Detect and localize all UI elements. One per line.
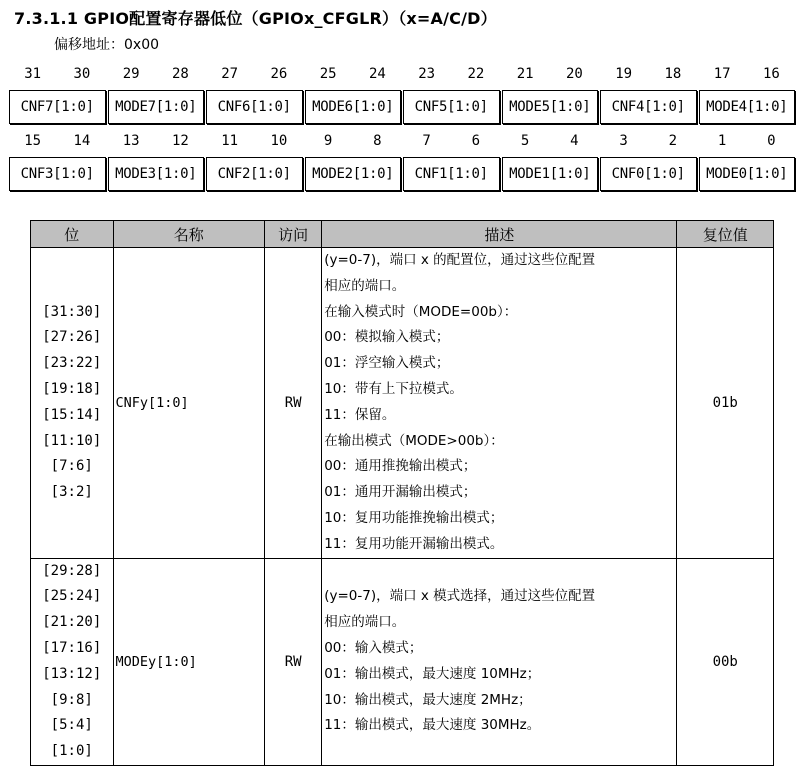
- bit-range: [7:6]: [50, 458, 93, 475]
- description-line: 10：带有上下拉模式。: [324, 380, 463, 397]
- bit-number: 22: [467, 66, 485, 82]
- bit-range: [11:10]: [42, 432, 102, 449]
- bit-number: 27: [221, 66, 239, 82]
- bit-range: [21:20]: [42, 614, 102, 631]
- register-field: CNF3[1:0]: [9, 157, 106, 191]
- description-line: (y=0-7)，端口 x 的配置位，通过这些位配置: [324, 252, 596, 268]
- bit-number: 7: [422, 133, 431, 149]
- register-field: CNF6[1:0]: [206, 90, 303, 124]
- bits-cell: [31, 558, 114, 765]
- bit-number: 2: [668, 133, 678, 149]
- description-line: 11：复用功能开漏输出模式。: [324, 535, 504, 552]
- offset-address: 偏移地址：0x00: [54, 37, 160, 53]
- register-field: MODE4[1:0]: [699, 90, 796, 124]
- bits-cell: [31, 248, 114, 559]
- description-line: 10：输出模式，最大速度 2MHz；: [324, 691, 532, 708]
- bit-number: 16: [762, 66, 780, 82]
- table-header-row: [31, 221, 774, 248]
- register-field: MODE5[1:0]: [502, 90, 599, 124]
- header-bits: 位: [31, 221, 114, 248]
- bit-number: 17: [713, 66, 731, 82]
- register-field: CNF0[1:0]: [600, 157, 697, 191]
- header-name: 名称: [113, 221, 265, 248]
- description-line: 01：通用开漏输出模式；: [324, 484, 477, 501]
- bit-number: 25: [319, 66, 337, 82]
- bit-number: 10: [270, 133, 288, 149]
- bit-number: 0: [767, 133, 776, 149]
- description-line: 00：输入模式；: [324, 639, 423, 656]
- low-bit-numbers: [8, 129, 796, 153]
- bit-number: 1: [717, 133, 727, 149]
- register-field: MODE2[1:0]: [305, 157, 402, 191]
- bit-number: 30: [73, 66, 91, 82]
- reset-value: 00b: [677, 558, 774, 765]
- description-line: 10：复用功能推挽输出模式；: [324, 509, 504, 526]
- bit-range: [23:22]: [42, 355, 102, 372]
- bit-range: [13:12]: [42, 665, 102, 682]
- description-line: 01：浮空输入模式；: [324, 355, 450, 372]
- register-field: MODE6[1:0]: [305, 90, 402, 124]
- bit-range: [17:16]: [42, 639, 102, 656]
- bit-number: 11: [221, 133, 239, 149]
- register-field: CNF4[1:0]: [600, 90, 697, 124]
- register-field: CNF7[1:0]: [9, 90, 106, 124]
- bit-number: 29: [122, 66, 140, 82]
- bit-number: 12: [171, 133, 189, 149]
- bit-number: 3: [619, 133, 628, 149]
- register-description-table: [30, 220, 774, 766]
- bit-range: [1:0]: [50, 743, 93, 760]
- field-name: MODEy[1:0]: [113, 558, 265, 765]
- description-cell: [322, 558, 677, 765]
- description-line: 相应的端口。: [324, 614, 406, 631]
- bit-number: 8: [373, 133, 382, 149]
- register-field: MODE1[1:0]: [502, 157, 599, 191]
- bit-number: 14: [73, 133, 91, 149]
- description-line: 00：模拟输入模式；: [324, 329, 450, 346]
- high-bit-numbers: [8, 62, 796, 86]
- field-name: CNFy[1:0]: [113, 248, 265, 559]
- bit-number: 24: [368, 66, 386, 82]
- register-field: MODE3[1:0]: [108, 157, 205, 191]
- bit-range: [31:30]: [42, 303, 102, 320]
- description-line: (y=0-7)，端口 x 模式选择，通过这些位配置: [324, 588, 596, 605]
- bit-range: [19:18]: [42, 380, 102, 397]
- bit-number: 9: [323, 133, 333, 149]
- bit-range: [5:4]: [50, 717, 93, 734]
- bit-number: 19: [615, 66, 633, 82]
- high-register-fields: [8, 90, 796, 124]
- bit-number: 13: [122, 133, 140, 149]
- bit-number: 6: [471, 133, 481, 149]
- description-line: 11：保留。: [324, 406, 396, 423]
- description-cell: [322, 248, 677, 559]
- header-description: 描述: [322, 221, 677, 248]
- access-type: RW: [265, 248, 322, 559]
- register-field: CNF2[1:0]: [206, 157, 303, 191]
- bit-range: [29:28]: [42, 562, 102, 579]
- register-field: MODE7[1:0]: [108, 90, 205, 124]
- description-line: 在输出模式（MODE>00b）：: [324, 432, 504, 449]
- register-field: MODE0[1:0]: [699, 157, 796, 191]
- header-reset: 复位值: [677, 221, 774, 248]
- access-type: RW: [265, 558, 322, 765]
- bit-range: [9:8]: [50, 691, 93, 708]
- register-field: CNF5[1:0]: [403, 90, 500, 124]
- table-row: [31, 558, 774, 765]
- bit-range: [15:14]: [42, 406, 102, 423]
- bit-range: [3:2]: [50, 484, 93, 501]
- description-line: 11：输出模式，最大速度 30MHz。: [324, 717, 541, 734]
- register-field: CNF1[1:0]: [403, 157, 500, 191]
- bit-number: 21: [516, 66, 534, 82]
- bit-range: [25:24]: [42, 588, 102, 605]
- description-line: 01：输出模式，最大速度 10MHz；: [324, 665, 541, 682]
- bit-number: 23: [418, 66, 436, 82]
- bit-number: 5: [520, 133, 530, 149]
- table-row: [31, 248, 774, 559]
- bit-number: 4: [570, 133, 579, 149]
- low-register-fields: [8, 157, 796, 191]
- header-access: 访问: [265, 221, 322, 248]
- bit-number: 31: [24, 66, 42, 82]
- bit-range: [27:26]: [42, 329, 102, 346]
- description-line: 00：通用推挽输出模式；: [324, 458, 477, 475]
- description-line: 相应的端口。: [324, 277, 406, 294]
- description-line: 在输入模式时（MODE=00b）：: [324, 303, 518, 320]
- section-title: 7.3.1.1 GPIO配置寄存器低位（GPIOx_CFGLR）（x=A/C/D）: [14, 9, 497, 28]
- bit-number: 28: [171, 66, 189, 82]
- bit-number: 20: [565, 66, 583, 82]
- reset-value: 01b: [677, 248, 774, 559]
- bit-number: 15: [24, 133, 42, 149]
- bit-number: 18: [664, 66, 682, 82]
- bit-number: 26: [270, 66, 288, 82]
